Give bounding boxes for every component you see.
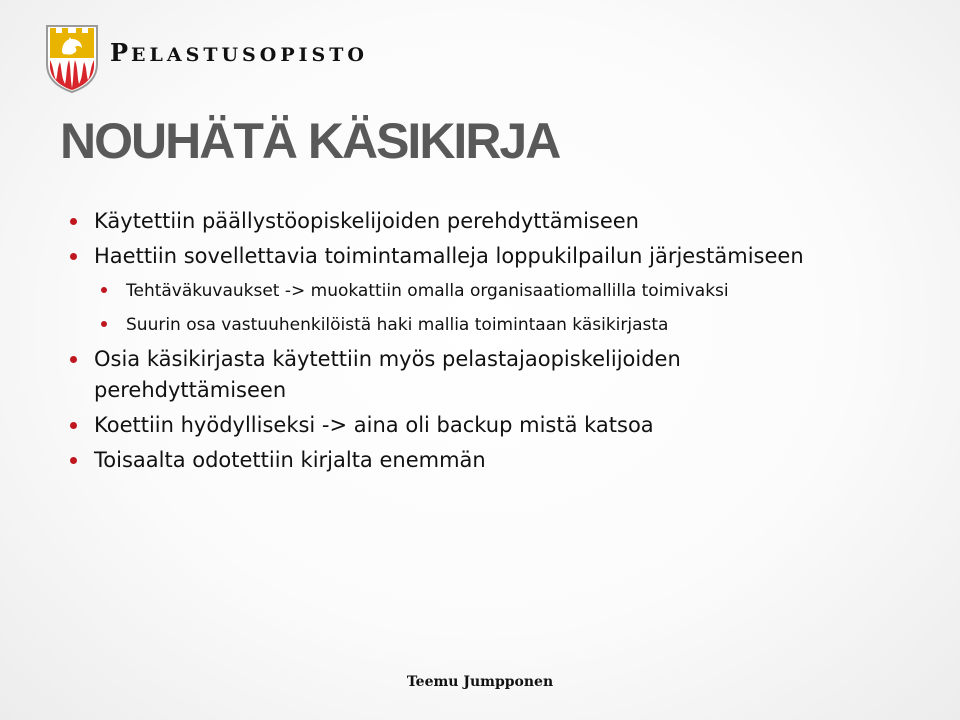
- bullet-item: [70, 445, 830, 476]
- bullet-dot-icon: [70, 457, 77, 464]
- bullet-dot-icon: [70, 356, 77, 363]
- sub-bullet-item: [70, 276, 830, 307]
- sub-bullet-item: [70, 310, 830, 341]
- logo-wordmark-initial: P: [110, 38, 132, 67]
- bullet-item: [70, 344, 830, 406]
- bullet-item: [70, 410, 830, 441]
- bullet-text: Osia käsikirjasta käytettiin myös pelastajaopiskelijoiden perehdyttämiseen: [94, 347, 681, 402]
- bullet-text: Suurin osa vastuuhenkilöistä haki mallia toimintaan käsikirjasta: [126, 315, 669, 335]
- logo-wordmark: [110, 38, 368, 67]
- bullet-text: Tehtäväkuvaukset -> muokattiin omalla organisaatiomallilla toimivaksi: [126, 281, 729, 301]
- logo: [44, 24, 368, 96]
- slide-title: NOUHÄTÄ KÄSIKIRJA: [60, 113, 560, 169]
- bullet-dot-icon: [70, 253, 77, 260]
- bullet-text: Haettiin sovellettavia toimintamalleja loppukilpailun järjestämiseen: [94, 244, 804, 268]
- bullet-text: Koettiin hyödylliseksi -> aina oli backup mistä katsoa: [94, 413, 654, 437]
- fire-crest-icon: [44, 24, 100, 94]
- bullet-text: Käytettiin päällystöopiskelijoiden perehdyttämiseen: [94, 209, 639, 233]
- bullet-list: [70, 206, 830, 480]
- bullet-item: [70, 206, 830, 237]
- bullet-item: [70, 241, 830, 272]
- footer-author: Teemu Jumpponen: [406, 674, 554, 690]
- bullet-dot-icon: [70, 218, 77, 225]
- bullet-text: Toisaalta odotettiin kirjalta enemmän: [94, 448, 486, 472]
- bullet-dot-icon: [70, 422, 77, 429]
- logo-wordmark-rest: ELASTUSOPISTO: [131, 44, 368, 66]
- bullet-dot-icon: [101, 321, 107, 327]
- bullet-dot-icon: [101, 287, 107, 293]
